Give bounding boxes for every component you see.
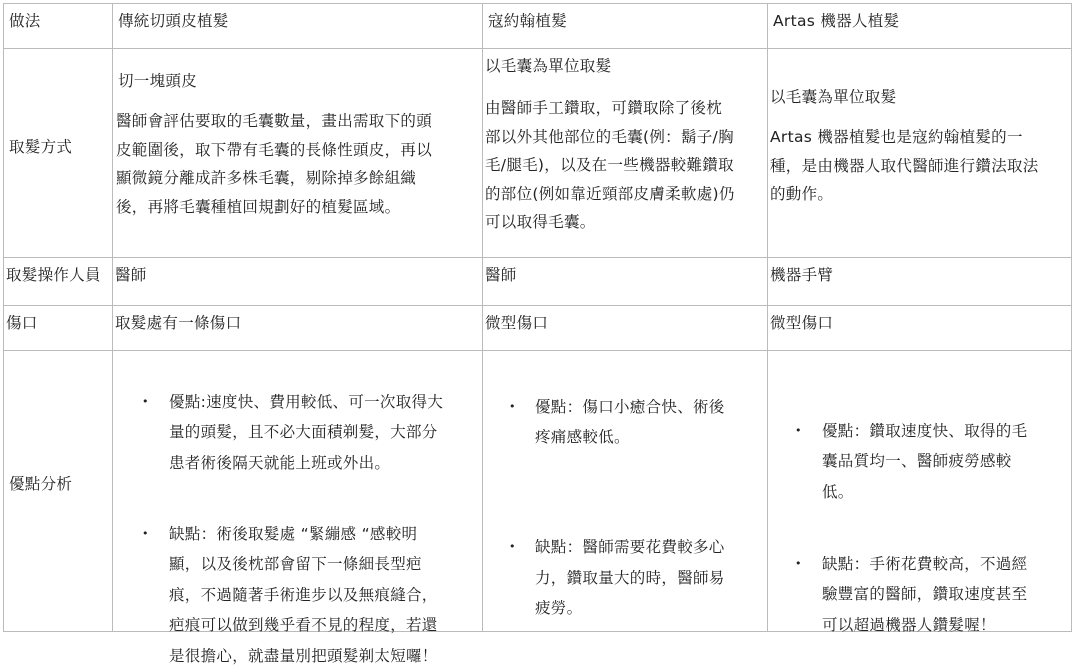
header-cell-artas [768, 4, 1072, 49]
method-traditional-lead: 切一塊頭皮 [118, 72, 198, 90]
wound-artas: 微型傷口 [770, 314, 834, 332]
analysis-artas-list [768, 385, 1071, 640]
method-fue-cell [483, 49, 768, 258]
traditional-pro-text: 優點:速度快、費用較低、可一次取得大 量的頭髮，且不必大面積剃髮，大部分 患者術後隔天就能上班或外出。 [169, 392, 444, 472]
bullet-icon: • [509, 399, 516, 413]
header-cell-traditional [113, 4, 483, 49]
header-artas: Artas 機器人植髮 [773, 12, 900, 30]
wound-label-cell [4, 306, 113, 351]
operator-traditional: 醫師 [115, 266, 147, 284]
header-cell-fue [483, 4, 768, 49]
method-traditional-cell [113, 49, 483, 258]
traditional-con-text: 缺點：術後取髮處 “緊繃感 “感較明 顯，以及後枕部會留下一條細長型疤 痕，不過隨著手術進步以及無痕縫合， 疤痕可以做到幾乎看不見的程度，若還 是很擔心，就盡量別把頭髮剃太短囉！ [169, 524, 438, 665]
method-label: 取髮方式 [9, 138, 73, 156]
operator-row [4, 258, 1072, 306]
analysis-fue-list [483, 361, 767, 624]
method-row [4, 49, 1072, 258]
header-row [4, 4, 1072, 49]
list-item-fue-con [483, 502, 767, 624]
operator-artas-cell [768, 258, 1072, 306]
operator-label: 取髮操作人員 [6, 266, 101, 284]
list-item-traditional-pro [113, 356, 482, 478]
header-traditional: 傳統切頭皮植髮 [118, 12, 229, 30]
header-fue: 寇約翰植髮 [488, 12, 568, 30]
wound-fue: 微型傷口 [485, 314, 549, 332]
artas-pro-text: 優點：鑽取速度快、取得的毛 囊品質均一、醫師疲勞感較 低。 [822, 421, 1028, 501]
method-fue-body: 由醫師手工鑽取，可鑽取除了後枕 部以外其他部位的毛囊(例：鬍子/胸 毛/腿毛)，以及在一些機器較難鑽取 的部位(例如靠近頸部皮膚柔軟處)仍 可以取得毛囊。 [485, 99, 735, 231]
fue-pro-text: 優點：傷口小癒合快、術後 疼痛感較低。 [535, 397, 725, 446]
method-artas-body: Artas 機器植髮也是寇約翰植髮的一 種，是由機器人取代醫師進行鑽法取法 的動作。 [770, 128, 1039, 203]
analysis-row [4, 351, 1072, 632]
wound-traditional: 取髮處有一條傷口 [115, 314, 242, 332]
list-item-fue-pro [483, 361, 767, 453]
method-label-cell [4, 49, 113, 258]
wound-fue-cell [483, 306, 768, 351]
operator-fue: 醫師 [485, 266, 517, 284]
wound-artas-cell [768, 306, 1072, 351]
bullet-icon: • [795, 556, 802, 570]
list-item-traditional-con [113, 488, 482, 671]
header-cell-label [4, 4, 113, 49]
method-fue-lead: 以毛囊為單位取髮 [485, 57, 612, 75]
header-label: 做法 [9, 12, 41, 30]
wound-label: 傷口 [6, 314, 38, 332]
bullet-icon: • [142, 526, 149, 540]
list-item-artas-pro [768, 385, 1071, 507]
operator-traditional-cell [113, 258, 483, 306]
bullet-icon: • [795, 423, 802, 437]
analysis-traditional-cell [113, 351, 483, 665]
operator-label-cell [4, 258, 113, 306]
operator-fue-cell [483, 258, 768, 306]
analysis-label: 優點分析 [9, 475, 73, 493]
analysis-label-cell [4, 351, 113, 632]
artas-con-text: 缺點：手術花費較高，不過經 驗豐富的醫師，鑽取速度甚至 可以超過機器人鑽髮喔！ [822, 554, 1028, 634]
bullet-icon: • [142, 394, 149, 408]
analysis-traditional-list [113, 356, 482, 671]
comparison-table [3, 3, 1072, 665]
method-artas-cell [768, 49, 1072, 258]
method-artas-lead: 以毛囊為單位取髮 [770, 88, 897, 106]
wound-row [4, 306, 1072, 351]
analysis-fue-cell [483, 351, 768, 632]
fue-con-text: 缺點：醫師需要花費較多心 力，鑽取量大的時，醫師易 疲勞。 [535, 538, 725, 617]
list-item-artas-con [768, 518, 1071, 640]
wound-traditional-cell [113, 306, 483, 351]
bullet-icon: • [509, 540, 516, 553]
analysis-artas-cell [768, 351, 1072, 632]
operator-artas: 機器手臂 [770, 266, 834, 284]
method-traditional-body: 醫師會評估要取的毛囊數量，畫出需取下的頭 皮範圍後，取下帶有毛囊的長條性頭皮，再以 顯微鏡分離成許多株毛囊，剔除掉多餘組織 後，再將毛囊種植回規劃好的植髮區域。 [116, 112, 433, 216]
